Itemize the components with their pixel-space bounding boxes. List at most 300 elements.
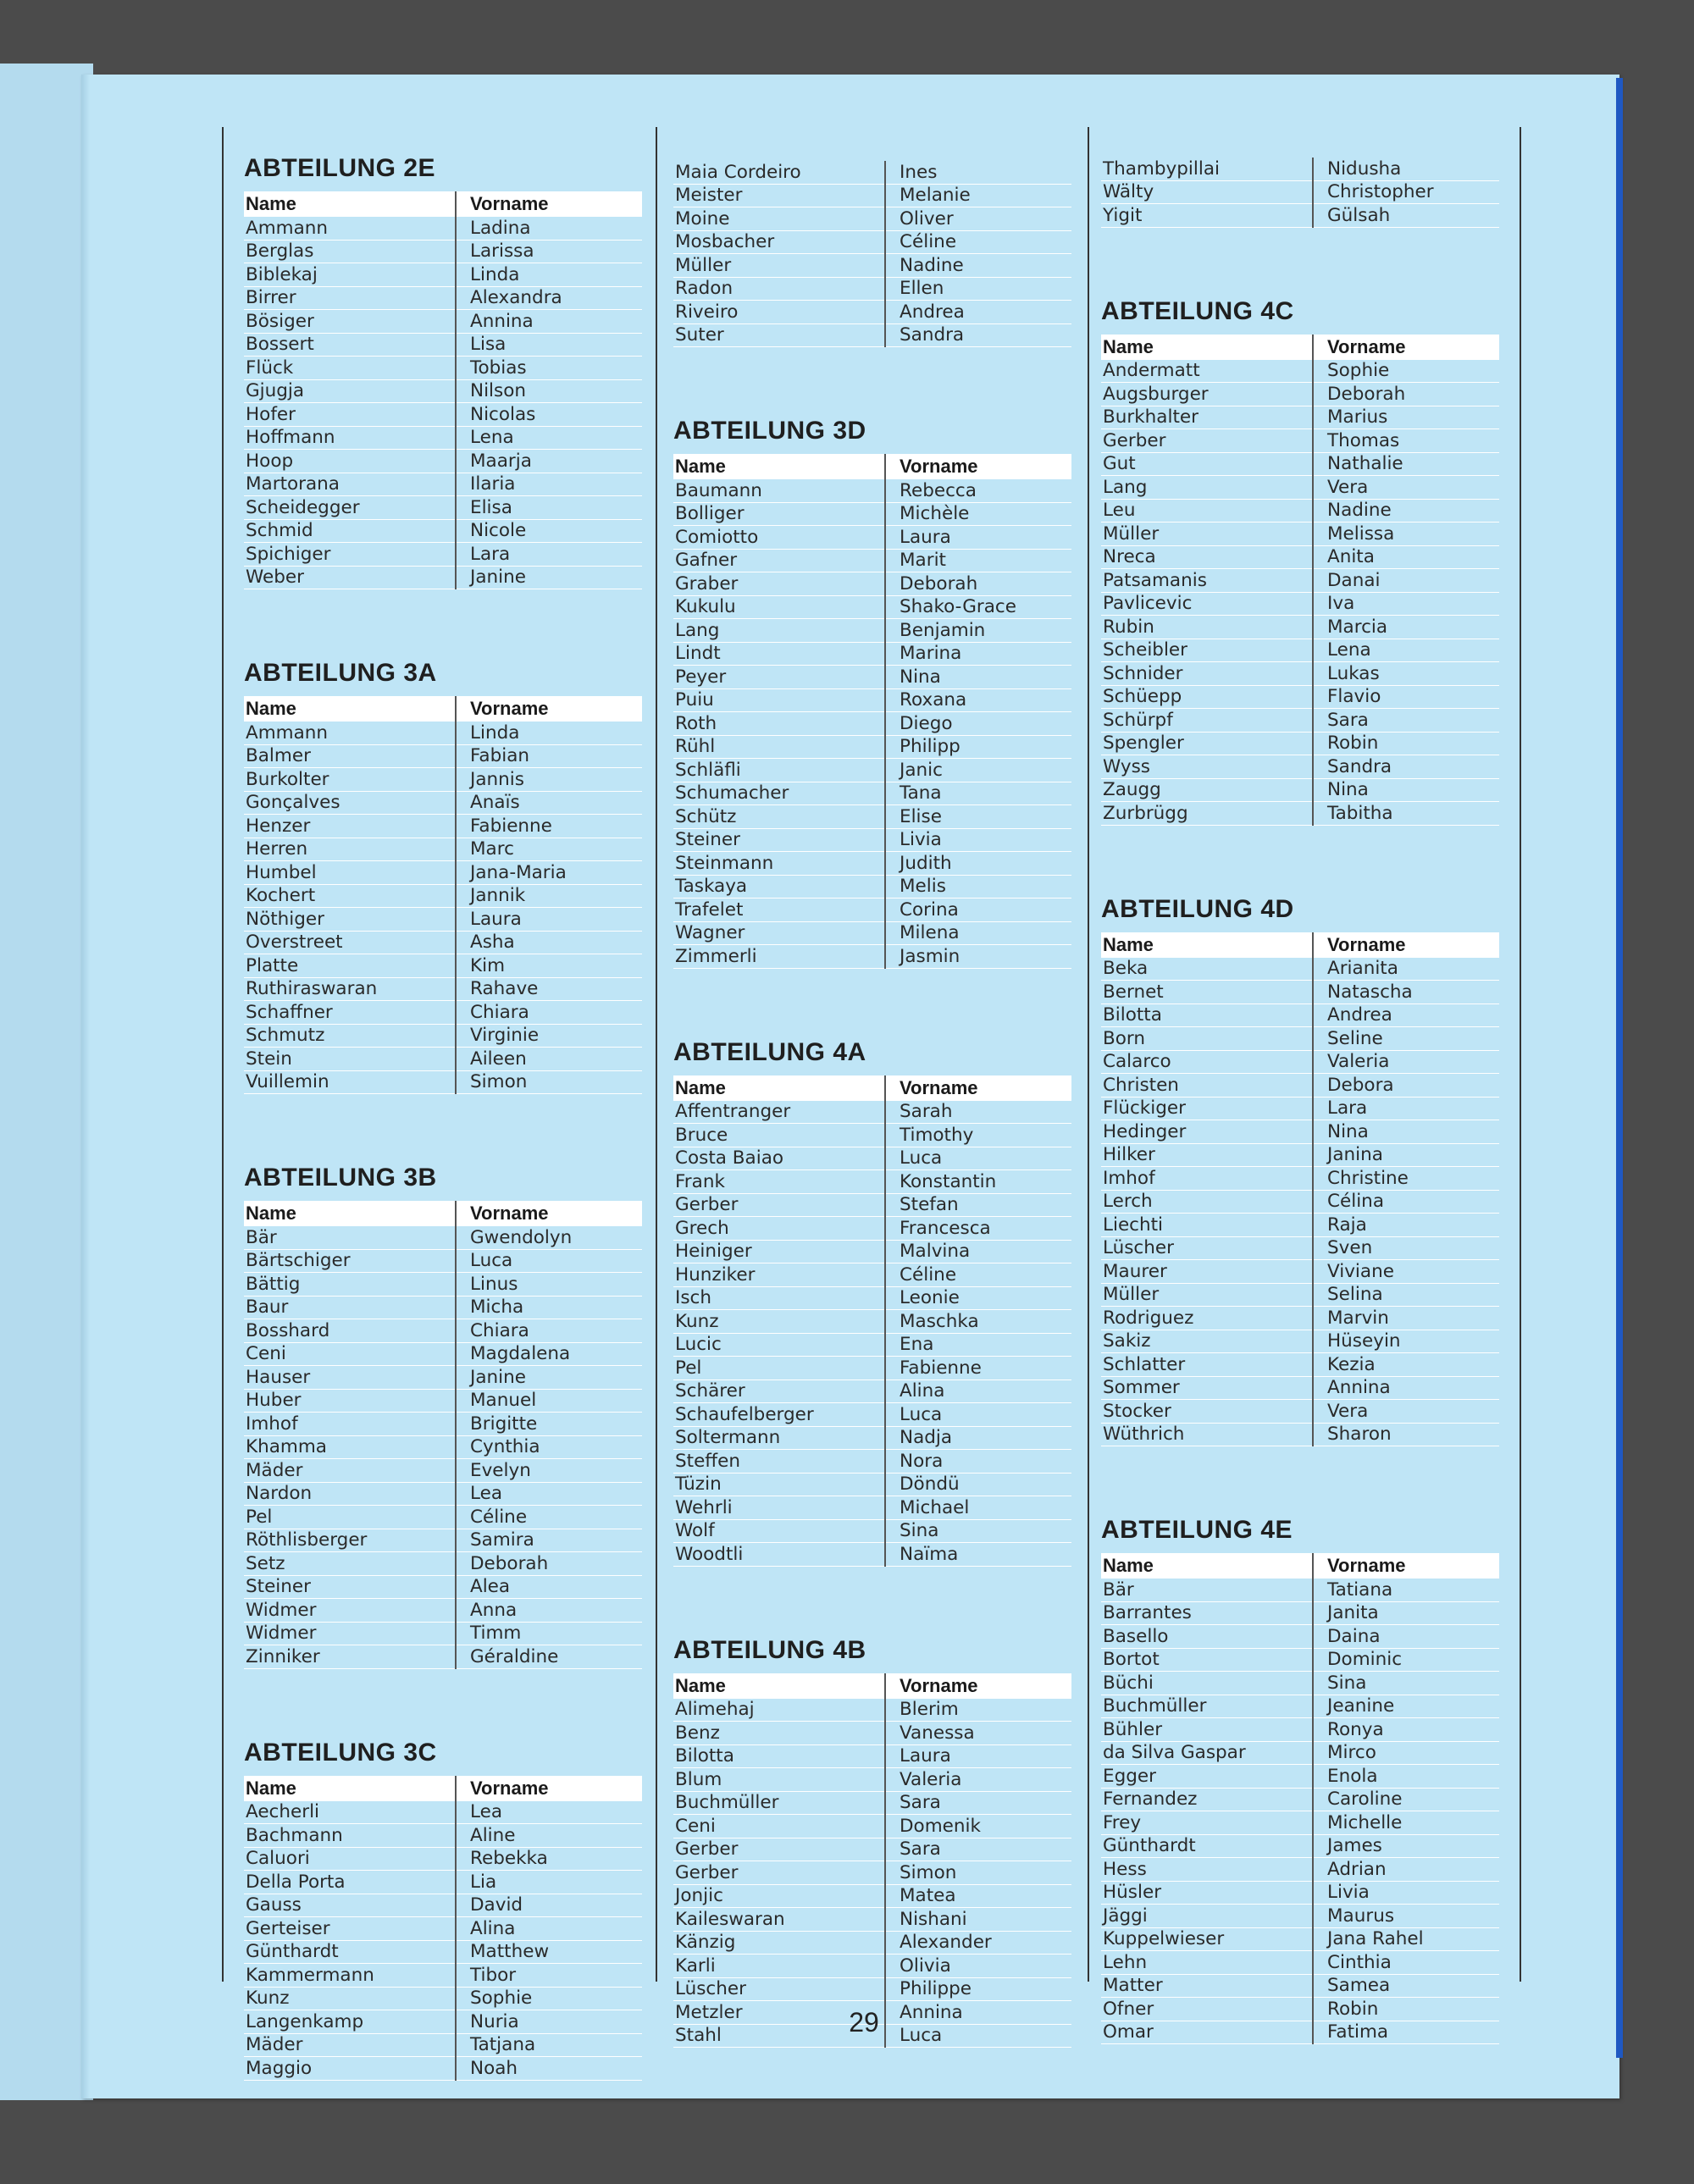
surname-cell: Lucic <box>673 1333 885 1357</box>
section-title: ABTEILUNG 4B <box>673 1635 866 1664</box>
table-row <box>244 403 642 427</box>
firstname-cell: Diego <box>885 712 1071 736</box>
surname-cell: Nardon <box>244 1482 456 1506</box>
firstname-cell: Marc <box>456 838 642 861</box>
table-row <box>673 1908 1071 1932</box>
firstname-cell: Aline <box>456 1824 642 1848</box>
table-row <box>1101 1811 1499 1835</box>
surname-cell: Affentranger <box>673 1101 885 1124</box>
surname-cell: Rodriguez <box>1101 1307 1313 1330</box>
table-row <box>244 2033 642 2057</box>
table-row <box>244 1389 642 1413</box>
firstname-cell: Christine <box>1313 1167 1499 1191</box>
surname-cell: Schüepp <box>1101 685 1313 709</box>
firstname-cell: Anita <box>1313 545 1499 569</box>
table-row <box>1101 1951 1499 1975</box>
table-row <box>1101 1927 1499 1951</box>
section-title: ABTEILUNG 3C <box>244 1738 437 1767</box>
firstname-cell: Iva <box>1313 592 1499 616</box>
surname-cell: Bernet <box>1101 981 1313 1004</box>
surname-cell: Yigit <box>1101 204 1313 228</box>
firstname-cell: Dominic <box>1313 1648 1499 1672</box>
roster-table <box>1101 335 1499 826</box>
surname-cell: Maggio <box>244 2057 456 2081</box>
firstname-cell: Naïma <box>885 1543 1071 1567</box>
surname-cell: Flückiger <box>1101 1097 1313 1120</box>
table-row <box>673 735 1071 759</box>
surname-cell: Beka <box>1101 958 1313 981</box>
firstname-cell: Elise <box>885 805 1071 829</box>
firstname-cell: Döndü <box>885 1473 1071 1496</box>
table-row <box>1101 1648 1499 1672</box>
surname-cell: Känzig <box>673 1931 885 1955</box>
firstname-cell: Michael <box>885 1496 1071 1520</box>
firstname-cell: Marit <box>885 549 1071 572</box>
firstname-cell: Deborah <box>885 572 1071 596</box>
surname-cell: Schmid <box>244 519 456 543</box>
table-row <box>244 954 642 978</box>
surname-cell: Müller <box>1101 1283 1313 1307</box>
firstname-cell: Milena <box>885 921 1071 945</box>
table-row <box>673 1838 1071 1861</box>
surname-cell: Schärer <box>673 1380 885 1403</box>
surname-cell: Lang <box>1101 476 1313 500</box>
table-row <box>244 1319 642 1343</box>
surname-cell: Steiner <box>673 828 885 852</box>
firstname-cell: Malvina <box>885 1240 1071 1263</box>
table-row <box>673 1861 1071 1885</box>
table-row <box>1101 1718 1499 1742</box>
surname-cell: Bolliger <box>673 502 885 526</box>
table-row <box>244 1001 642 1025</box>
table-row <box>1101 1625 1499 1649</box>
table-row <box>1101 1765 1499 1789</box>
surname-cell: Burkhalter <box>1101 406 1313 429</box>
firstname-cell: Lena <box>1313 639 1499 662</box>
surname-cell: Birrer <box>244 286 456 310</box>
firstname-cell: Sina <box>885 1519 1071 1543</box>
surname-cell: Ofner <box>1101 1998 1313 2021</box>
surname-cell: Scheibler <box>1101 639 1313 662</box>
class-section <box>244 1739 677 2081</box>
table-row <box>673 828 1071 852</box>
surname-cell: Hilker <box>1101 1143 1313 1167</box>
class-section <box>673 1038 1106 1567</box>
table-row <box>673 642 1071 666</box>
firstname-cell: Stefan <box>885 1193 1071 1217</box>
table-row <box>673 1193 1071 1217</box>
surname-cell: Grech <box>673 1217 885 1241</box>
firstname-cell: Corina <box>885 898 1071 922</box>
table-row <box>673 1263 1071 1287</box>
surname-cell: Nreca <box>1101 545 1313 569</box>
table-row <box>673 1426 1071 1450</box>
firstname-cell: Marina <box>885 642 1071 666</box>
table-row <box>244 1296 642 1319</box>
firstname-cell: Céline <box>885 230 1071 254</box>
firstname-cell: Nuria <box>456 2010 642 2034</box>
firstname-cell: Marcia <box>1313 616 1499 639</box>
firstname-cell: Melis <box>885 875 1071 898</box>
firstname-cell: Ena <box>885 1333 1071 1357</box>
surname-cell: Lindt <box>673 642 885 666</box>
surname-cell: Schütz <box>673 805 885 829</box>
firstname-cell: Lia <box>456 1871 642 1894</box>
firstname-cell: Ronya <box>1313 1718 1499 1742</box>
class-section <box>673 1636 1106 2049</box>
surname-cell: Lüscher <box>673 1977 885 2001</box>
table-row <box>1101 360 1499 383</box>
firstname-cell: Raja <box>1313 1214 1499 1237</box>
table-row <box>673 184 1071 207</box>
table-row <box>673 1744 1071 1768</box>
roster-table <box>244 1201 642 1669</box>
surname-cell: Widmer <box>244 1622 456 1645</box>
surname-cell: Heiniger <box>673 1240 885 1263</box>
table-row <box>244 450 642 473</box>
firstname-cell: Vera <box>1313 1400 1499 1424</box>
firstname-cell: Thomas <box>1313 429 1499 453</box>
table-row <box>673 1124 1071 1147</box>
table-row <box>673 1884 1071 1908</box>
surname-cell: Overstreet <box>244 931 456 954</box>
class-section <box>244 659 677 1094</box>
surname-cell: Schlatter <box>1101 1353 1313 1377</box>
surname-cell: Jonjic <box>673 1884 885 1908</box>
firstname-cell: Natascha <box>1313 981 1499 1004</box>
firstname-cell: Domenik <box>885 1815 1071 1838</box>
table-row <box>1101 1376 1499 1400</box>
firstname-cell: Robin <box>1313 732 1499 755</box>
table-row <box>1101 685 1499 709</box>
roster-table <box>1101 932 1499 1447</box>
table-row <box>244 744 642 768</box>
surname-cell: Maia Cordeiro <box>673 161 885 184</box>
table-row <box>673 479 1071 502</box>
table-row <box>244 217 642 240</box>
surname-cell: Bossert <box>244 333 456 357</box>
firstname-cell: Magdalena <box>456 1342 642 1366</box>
firstname-cell: Rebecca <box>885 479 1071 502</box>
table-row <box>1101 1579 1499 1601</box>
firstname-cell: Aileen <box>456 1048 642 1071</box>
surname-cell: Bilotta <box>673 1744 885 1768</box>
section-title: ABTEILUNG 3A <box>244 659 437 687</box>
surname-cell: Kunz <box>673 1310 885 1334</box>
surname-cell: Liechti <box>1101 1214 1313 1237</box>
table-row <box>1101 1027 1499 1051</box>
table-row <box>1101 1695 1499 1718</box>
table-row <box>1101 981 1499 1004</box>
surname-cell: Omar <box>1101 2021 1313 2044</box>
firstname-cell: Nathalie <box>1313 452 1499 476</box>
table-row <box>1101 662 1499 686</box>
surname-cell: Radon <box>673 277 885 301</box>
firstname-cell: Anaïs <box>456 791 642 815</box>
surname-cell: Stein <box>244 1048 456 1071</box>
surname-cell: Kukulu <box>673 595 885 619</box>
surname-cell: Hofer <box>244 403 456 427</box>
firstname-cell: Tibor <box>456 1964 642 1988</box>
firstname-cell: Philippe <box>885 1977 1071 2001</box>
header-vorname: Vorname <box>885 1075 1071 1101</box>
table-row <box>1101 569 1499 593</box>
table-row <box>244 240 642 263</box>
header-name: Name <box>673 1673 885 1699</box>
table-row <box>673 852 1071 876</box>
surname-cell: Gafner <box>673 549 885 572</box>
table-row <box>244 1871 642 1894</box>
firstname-cell: Christopher <box>1313 180 1499 204</box>
table-row <box>673 549 1071 572</box>
table-row <box>673 1101 1071 1124</box>
roster-table <box>1101 1553 1499 2044</box>
firstname-cell: Philipp <box>885 735 1071 759</box>
table-header-row <box>244 191 642 217</box>
table-row <box>244 1506 642 1529</box>
surname-cell: Jäggi <box>1101 1905 1313 1928</box>
table-row <box>1101 1307 1499 1330</box>
surname-cell: Müller <box>673 254 885 278</box>
surname-cell: Lang <box>673 619 885 643</box>
table-row <box>673 1240 1071 1263</box>
class-section <box>244 1164 677 1669</box>
surname-cell: Thambypillai <box>1101 158 1313 180</box>
table-row <box>673 1791 1071 1815</box>
surname-cell: Karli <box>673 1955 885 1978</box>
firstname-cell: Nishani <box>885 1908 1071 1932</box>
firstname-cell: Cinthia <box>1313 1951 1499 1975</box>
table-row <box>673 782 1071 805</box>
roster-table <box>673 161 1071 347</box>
header-vorname: Vorname <box>885 454 1071 479</box>
class-section <box>1101 895 1534 1447</box>
firstname-cell: Alina <box>885 1380 1071 1403</box>
surname-cell: Isch <box>673 1286 885 1310</box>
table-row <box>673 595 1071 619</box>
surname-cell: Bosshard <box>244 1319 456 1343</box>
surname-cell: Bättig <box>244 1273 456 1297</box>
table-row <box>1101 406 1499 429</box>
table-row <box>244 263 642 287</box>
section-title: ABTEILUNG 4A <box>673 1037 866 1066</box>
table-row <box>244 1249 642 1273</box>
table-header-row <box>1101 335 1499 360</box>
surname-cell: Setz <box>244 1552 456 1576</box>
firstname-cell: Oliver <box>885 207 1071 231</box>
table-row <box>673 1815 1071 1838</box>
surname-cell: Bär <box>1101 1579 1313 1601</box>
table-row <box>244 543 642 567</box>
firstname-cell: Linda <box>456 722 642 744</box>
table-row <box>1101 204 1499 228</box>
surname-cell: Hauser <box>244 1366 456 1390</box>
table-row <box>244 1048 642 1071</box>
table-row <box>673 712 1071 736</box>
surname-cell: Gerteiser <box>244 1917 456 1941</box>
firstname-cell: Fabienne <box>456 815 642 838</box>
table-row <box>244 379 642 403</box>
firstname-cell: Sharon <box>1313 1423 1499 1446</box>
table-row <box>673 1380 1071 1403</box>
firstname-cell: Nadine <box>1313 499 1499 523</box>
table-row <box>673 1310 1071 1334</box>
firstname-cell: David <box>456 1894 642 1917</box>
firstname-cell: Matea <box>885 1884 1071 1908</box>
surname-cell: Schnider <box>1101 662 1313 686</box>
surname-cell: Schläfli <box>673 759 885 782</box>
surname-cell: Müller <box>1101 523 1313 546</box>
table-row <box>1101 180 1499 204</box>
table-row <box>673 898 1071 922</box>
firstname-cell: Sophie <box>456 1987 642 2010</box>
section-title: ABTEILUNG 2E <box>244 154 436 182</box>
table-row <box>1101 958 1499 981</box>
surname-cell: Kaileswaran <box>673 1908 885 1932</box>
surname-cell: Mosbacher <box>673 230 885 254</box>
firstname-cell: Linus <box>456 1273 642 1297</box>
table-row <box>1101 732 1499 755</box>
surname-cell: Widmer <box>244 1599 456 1623</box>
table-row <box>244 931 642 954</box>
table-row <box>673 230 1071 254</box>
table-row <box>1101 778 1499 802</box>
surname-cell: Mäder <box>244 1459 456 1483</box>
table-row <box>244 768 642 792</box>
firstname-cell: Asha <box>456 931 642 954</box>
roster-table <box>673 1673 1071 2049</box>
surname-cell: Biblekaj <box>244 263 456 287</box>
surname-cell: Soltermann <box>673 1426 885 1450</box>
firstname-cell: Blerim <box>885 1699 1071 1722</box>
header-name: Name <box>244 1776 456 1801</box>
surname-cell: Burkolter <box>244 768 456 792</box>
firstname-cell: Jasmin <box>885 945 1071 969</box>
table-row <box>673 323 1071 347</box>
table-row <box>1101 1905 1499 1928</box>
surname-cell: Frank <box>673 1170 885 1194</box>
table-header-row <box>673 1075 1071 1101</box>
surname-cell: Hoffmann <box>244 426 456 450</box>
firstname-cell: Gülsah <box>1313 204 1499 228</box>
surname-cell: Costa Baiao <box>673 1147 885 1170</box>
surname-cell: Alimehaj <box>673 1699 885 1722</box>
firstname-cell: Jana-Maria <box>456 861 642 885</box>
table-row <box>673 1170 1071 1194</box>
firstname-cell: Janina <box>1313 1143 1499 1167</box>
firstname-cell: Maschka <box>885 1310 1071 1334</box>
surname-cell: Matter <box>1101 1974 1313 1998</box>
table-row <box>244 2010 642 2034</box>
table-row <box>673 1286 1071 1310</box>
firstname-cell: Olivia <box>885 1955 1071 1978</box>
firstname-cell: Enola <box>1313 1765 1499 1789</box>
firstname-cell: Andrea <box>1313 1004 1499 1027</box>
surname-cell: Calarco <box>1101 1050 1313 1074</box>
firstname-cell: Linda <box>456 263 642 287</box>
class-section <box>1101 158 1534 228</box>
surname-cell: Zaugg <box>1101 778 1313 802</box>
firstname-cell: Simon <box>456 1070 642 1094</box>
surname-cell: Barrantes <box>1101 1601 1313 1625</box>
surname-cell: Rubin <box>1101 616 1313 639</box>
table-row <box>244 791 642 815</box>
firstname-cell: Luca <box>885 1147 1071 1170</box>
surname-cell: Ammann <box>244 217 456 240</box>
firstname-cell: Fabienne <box>885 1357 1071 1380</box>
firstname-cell: Nadine <box>885 254 1071 278</box>
surname-cell: Zurbrügg <box>1101 802 1313 826</box>
firstname-cell: Lara <box>1313 1097 1499 1120</box>
surname-cell: Andermatt <box>1101 360 1313 383</box>
firstname-cell: Valeria <box>885 1768 1071 1792</box>
surname-cell: Ammann <box>244 722 456 744</box>
surname-cell: Henzer <box>244 815 456 838</box>
table-row <box>673 759 1071 782</box>
surname-cell: Schürpf <box>1101 709 1313 733</box>
surname-cell: Kammermann <box>244 1964 456 1988</box>
table-row <box>673 207 1071 231</box>
surname-cell: Lerch <box>1101 1190 1313 1214</box>
table-row <box>673 688 1071 712</box>
table-row <box>1101 1834 1499 1858</box>
firstname-cell: Debora <box>1313 1074 1499 1098</box>
firstname-cell: Lea <box>456 1482 642 1506</box>
table-row <box>1101 1601 1499 1625</box>
firstname-cell: Rahave <box>456 977 642 1001</box>
surname-cell: Buchmüller <box>673 1791 885 1815</box>
surname-cell: Sakiz <box>1101 1330 1313 1353</box>
table-row <box>1101 802 1499 826</box>
firstname-cell: Ellen <box>885 277 1071 301</box>
firstname-cell: Alea <box>456 1575 642 1599</box>
table-row <box>1101 1260 1499 1284</box>
surname-cell: Humbel <box>244 861 456 885</box>
firstname-cell: Nadja <box>885 1426 1071 1450</box>
table-row <box>673 1217 1071 1241</box>
surname-cell: Schmutz <box>244 1024 456 1048</box>
table-row <box>244 1894 642 1917</box>
table-row <box>244 977 642 1001</box>
surname-cell: Ceni <box>673 1815 885 1838</box>
surname-cell: Della Porta <box>244 1871 456 1894</box>
firstname-cell: Chiara <box>456 1001 642 1025</box>
firstname-cell: Laura <box>456 908 642 932</box>
surname-cell: Buchmüller <box>1101 1695 1313 1718</box>
firstname-cell: Fabian <box>456 744 642 768</box>
surname-cell: Schaufelberger <box>673 1403 885 1427</box>
surname-cell: Patsamanis <box>1101 569 1313 593</box>
table-row <box>1101 383 1499 406</box>
firstname-cell: Seline <box>1313 1027 1499 1051</box>
surname-cell: Kunz <box>244 1987 456 2010</box>
firstname-cell: Leonie <box>885 1286 1071 1310</box>
firstname-cell: Evelyn <box>456 1459 642 1483</box>
table-row <box>673 619 1071 643</box>
firstname-cell: Maurus <box>1313 1905 1499 1928</box>
table-row <box>1101 639 1499 662</box>
surname-cell: Kochert <box>244 884 456 908</box>
firstname-cell: Arianita <box>1313 958 1499 981</box>
table-row <box>244 1226 642 1249</box>
firstname-cell: Daina <box>1313 1625 1499 1649</box>
surname-cell: Suter <box>673 323 885 347</box>
firstname-cell: Manuel <box>456 1389 642 1413</box>
firstname-cell: Tatiana <box>1313 1579 1499 1601</box>
firstname-cell: Livia <box>1313 1881 1499 1905</box>
firstname-cell: Alina <box>456 1917 642 1941</box>
table-row <box>244 1273 642 1297</box>
